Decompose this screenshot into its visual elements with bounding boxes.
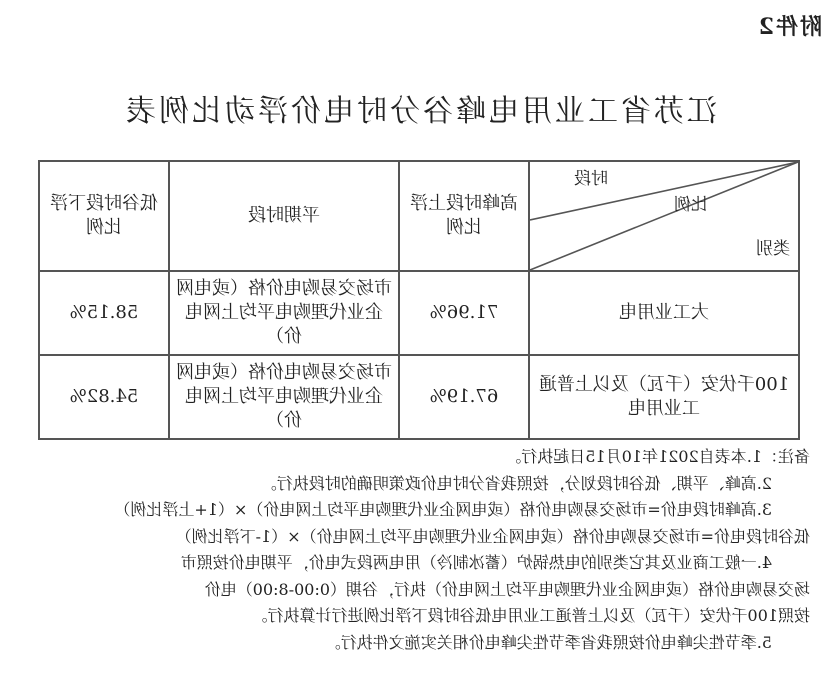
table-row (39, 355, 799, 439)
diagonal-label-ratio: 比例 (674, 195, 708, 215)
row-category: 100千伏安（千瓦）及以上普通工业用电 (529, 355, 799, 439)
header-peak: 高峰时段上浮比例 (399, 161, 529, 271)
note-line: 2.高峰、平期、低谷时段划分，按照我省分时电价政策明确的时段执行。 (260, 473, 772, 493)
row-peak-ratio: 71.96% (399, 271, 529, 355)
note-line: 备注：1.本表自2021年10月15日起执行。 (505, 447, 810, 466)
rate-table (38, 160, 800, 440)
table-row (39, 271, 799, 355)
note-line: 场交易购电价格（或电网企业代理购电平均上网电价）执行，谷期（0:00-8:00）电价 (204, 579, 810, 599)
header-flat: 平期时段 (169, 161, 399, 271)
note-line: 按照100千伏安（千瓦）及以上普通工业用电低谷时段下浮比例进行计算执行。 (251, 606, 810, 625)
note-line: 5.季节性尖峰电价按照我省季节性尖峰电价相关实施文件执行。 (324, 632, 772, 652)
row-peak-ratio: 67.19% (399, 355, 529, 439)
row-category: 大工业用电 (529, 271, 799, 355)
note-line: 3.高峰时段电价=市场交易购电价格（或电网企业代理购电平均上网电价）×（1+上浮比例） (114, 500, 772, 519)
header-valley: 低谷时段下浮比例 (39, 161, 169, 271)
note-line: 低谷时段电价=市场交易购电价格（或电网企业代理购电平均上网电价）×（1-下浮比例） (175, 526, 810, 546)
diagonal-label-period: 时段 (574, 169, 608, 189)
row-valley-ratio: 54.82% (39, 355, 169, 439)
document-title: 江苏省工业用电峰谷分时电价浮动比例表 (123, 94, 717, 129)
row-valley-ratio: 58.15% (39, 271, 169, 355)
diagonal-header-cell (529, 161, 799, 271)
note-line: 4.一般工商业及其它类别的电热锅炉（蓄冰制冷）用电两段式电价，平期电价按照市 (180, 553, 772, 572)
diagonal-label-category: 类别 (756, 239, 790, 259)
table-header-row (39, 161, 799, 271)
row-flat-price: 市场交易购电价格（或电网企业代理购电平均上网电价） (169, 271, 399, 355)
row-flat-price: 市场交易购电价格（或电网企业代理购电平均上网电价） (169, 355, 399, 439)
attachment-label: 附件2 (756, 14, 822, 40)
notes-section (20, 444, 810, 656)
